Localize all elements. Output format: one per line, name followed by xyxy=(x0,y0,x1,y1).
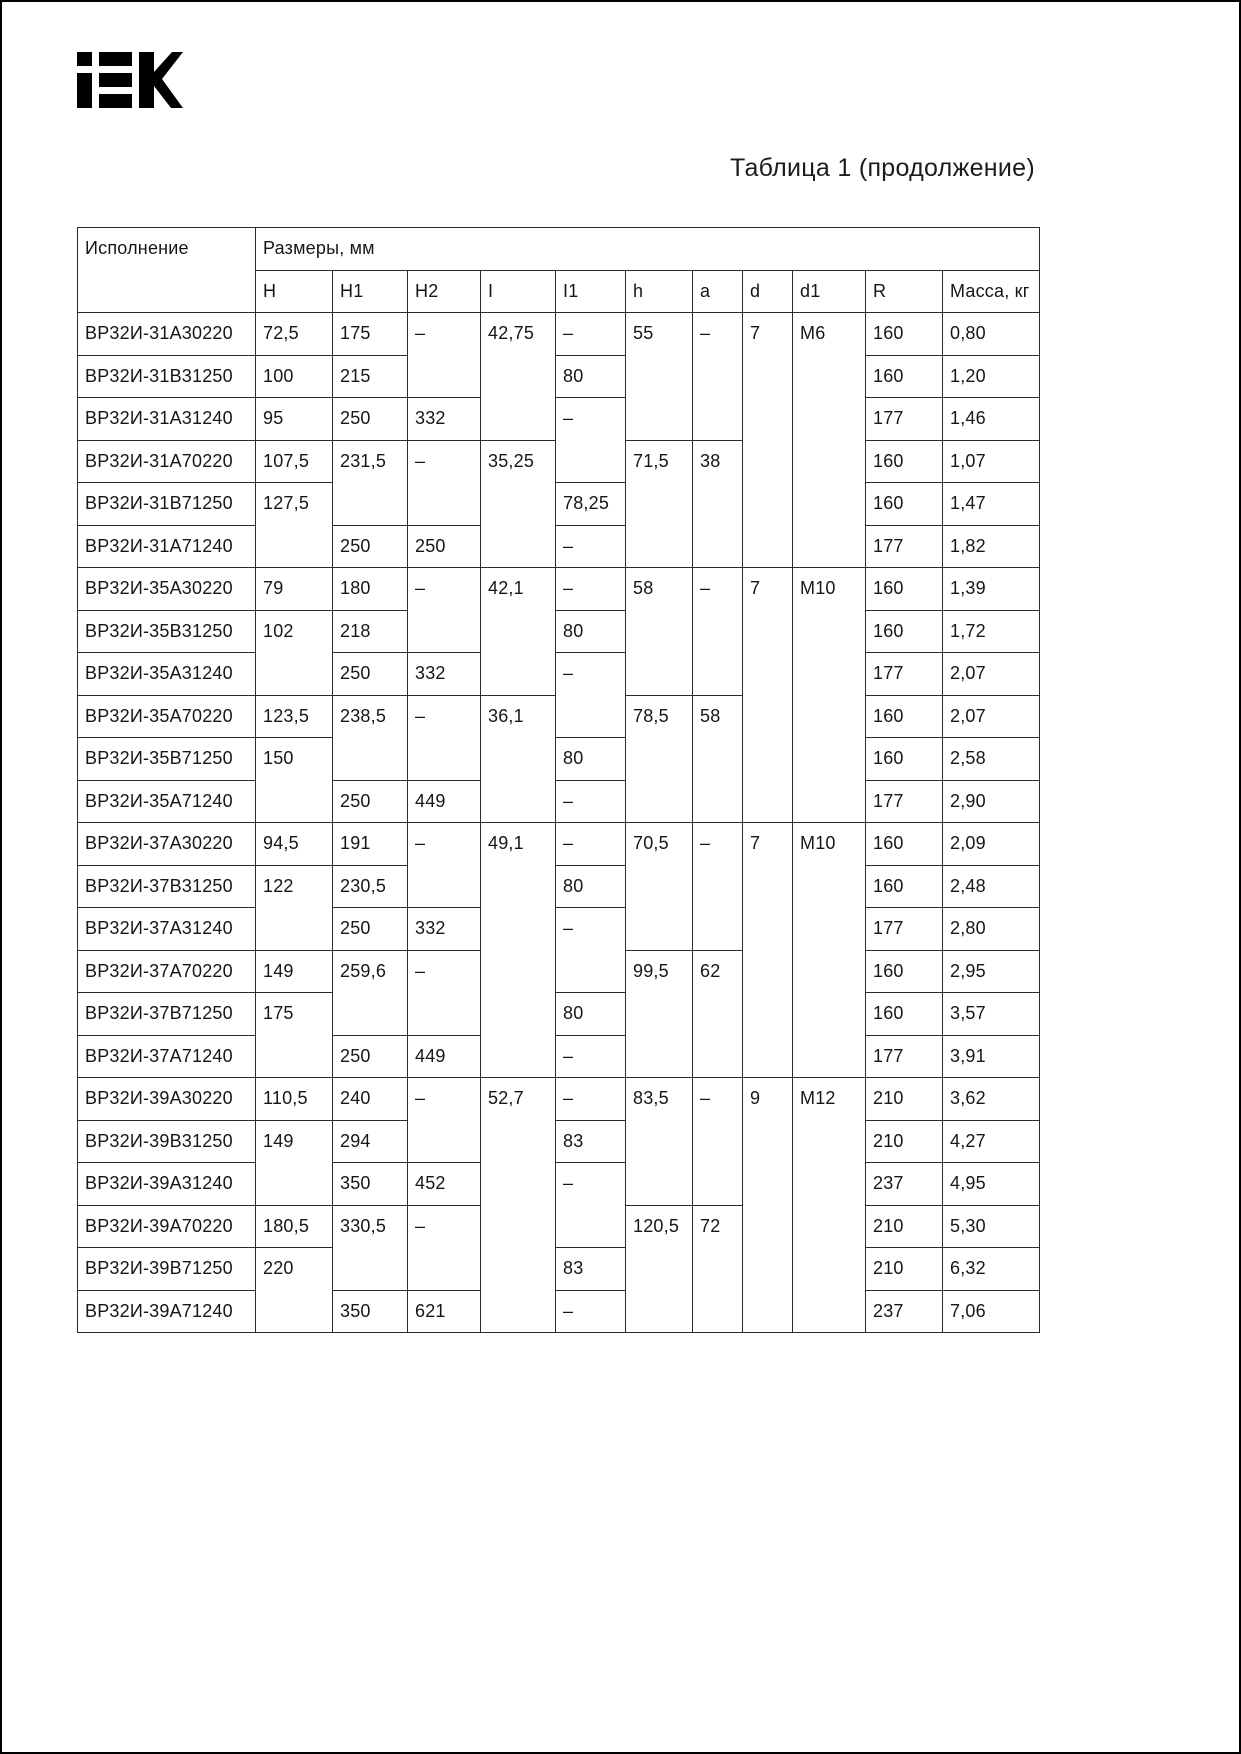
cell-H1: 238,5 xyxy=(333,695,408,780)
cell-H2: – xyxy=(408,823,481,908)
header-razmery: Размеры, мм xyxy=(256,228,1040,271)
cell-I: 49,1 xyxy=(481,823,556,1078)
cell-H: 107,5 xyxy=(256,440,333,483)
cell-I1: 83 xyxy=(556,1248,626,1291)
table-row xyxy=(78,823,1040,866)
cell-I: 52,7 xyxy=(481,1078,556,1333)
cell-d1: M10 xyxy=(793,823,866,1078)
cell-d: 7 xyxy=(743,823,793,1078)
cell-H: 95 xyxy=(256,398,333,441)
cell-R: 160 xyxy=(866,865,943,908)
table-row xyxy=(78,525,1040,568)
cell-H2: – xyxy=(408,568,481,653)
cell-model: ВР32И-31А31240 xyxy=(78,398,256,441)
cell-R: 160 xyxy=(866,568,943,611)
cell-R: 177 xyxy=(866,398,943,441)
cell-R: 160 xyxy=(866,738,943,781)
cell-h: 70,5 xyxy=(626,823,693,951)
cell-mass: 6,32 xyxy=(943,1248,1040,1291)
table-row xyxy=(78,355,1040,398)
cell-h: 71,5 xyxy=(626,440,693,568)
cell-I1: – xyxy=(556,780,626,823)
cell-mass: 1,72 xyxy=(943,610,1040,653)
cell-H: 100 xyxy=(256,355,333,398)
cell-H: 102 xyxy=(256,610,333,695)
table-row xyxy=(78,610,1040,653)
cell-a: 38 xyxy=(693,440,743,568)
cell-H: 149 xyxy=(256,950,333,993)
header-I: I xyxy=(481,270,556,313)
cell-a: – xyxy=(693,823,743,951)
cell-d: 9 xyxy=(743,1078,793,1333)
cell-model: ВР32И-35А31240 xyxy=(78,653,256,696)
cell-H2: – xyxy=(408,313,481,398)
table-row xyxy=(78,738,1040,781)
cell-H2: – xyxy=(408,950,481,1035)
cell-I1: – xyxy=(556,525,626,568)
cell-mass: 0,80 xyxy=(943,313,1040,356)
cell-h: 58 xyxy=(626,568,693,696)
cell-mass: 3,62 xyxy=(943,1078,1040,1121)
cell-H2: 332 xyxy=(408,653,481,696)
cell-model: ВР32И-35В71250 xyxy=(78,738,256,781)
cell-H: 94,5 xyxy=(256,823,333,866)
cell-H1: 215 xyxy=(333,355,408,398)
cell-H: 123,5 xyxy=(256,695,333,738)
cell-H: 110,5 xyxy=(256,1078,333,1121)
cell-I1: 80 xyxy=(556,738,626,781)
cell-mass: 1,82 xyxy=(943,525,1040,568)
header-ispolnenie: Исполнение xyxy=(78,228,256,313)
cell-R: 160 xyxy=(866,950,943,993)
cell-mass: 2,07 xyxy=(943,695,1040,738)
cell-H2: – xyxy=(408,1078,481,1163)
cell-model: ВР32И-31А70220 xyxy=(78,440,256,483)
iek-logo xyxy=(77,52,183,108)
cell-H1: 259,6 xyxy=(333,950,408,1035)
header-R: R xyxy=(866,270,943,313)
cell-R: 177 xyxy=(866,1035,943,1078)
cell-mass: 4,27 xyxy=(943,1120,1040,1163)
table-row xyxy=(78,865,1040,908)
cell-model: ВР32И-37В71250 xyxy=(78,993,256,1036)
cell-R: 210 xyxy=(866,1205,943,1248)
cell-h: 78,5 xyxy=(626,695,693,823)
cell-H1: 240 xyxy=(333,1078,408,1121)
cell-R: 177 xyxy=(866,653,943,696)
cell-R: 177 xyxy=(866,908,943,951)
cell-a: – xyxy=(693,568,743,696)
cell-H1: 180 xyxy=(333,568,408,611)
cell-model: ВР32И-35В31250 xyxy=(78,610,256,653)
cell-I1: – xyxy=(556,908,626,993)
cell-H: 72,5 xyxy=(256,313,333,356)
page-title: Таблица 1 (продолжение) xyxy=(730,154,1035,182)
table-row xyxy=(78,568,1040,611)
cell-mass: 5,30 xyxy=(943,1205,1040,1248)
cell-H1: 250 xyxy=(333,780,408,823)
header-a: a xyxy=(693,270,743,313)
cell-H1: 350 xyxy=(333,1163,408,1206)
table-row xyxy=(78,653,1040,696)
cell-mass: 2,80 xyxy=(943,908,1040,951)
cell-H1: 250 xyxy=(333,398,408,441)
table-row xyxy=(78,398,1040,441)
cell-model: ВР32И-35А30220 xyxy=(78,568,256,611)
cell-I: 42,1 xyxy=(481,568,556,696)
cell-H1: 250 xyxy=(333,908,408,951)
cell-I1: – xyxy=(556,398,626,483)
cell-model: ВР32И-31В71250 xyxy=(78,483,256,526)
cell-H: 180,5 xyxy=(256,1205,333,1248)
cell-I1: 78,25 xyxy=(556,483,626,526)
table-row xyxy=(78,313,1040,356)
table-row xyxy=(78,483,1040,526)
cell-model: ВР32И-37А30220 xyxy=(78,823,256,866)
cell-I: 35,25 xyxy=(481,440,556,568)
cell-d1: M6 xyxy=(793,313,866,568)
iek-logo-graphic xyxy=(77,52,183,108)
cell-model: ВР32И-39А71240 xyxy=(78,1290,256,1333)
cell-H2: 621 xyxy=(408,1290,481,1333)
cell-H1: 250 xyxy=(333,653,408,696)
cell-R: 160 xyxy=(866,610,943,653)
cell-H: 79 xyxy=(256,568,333,611)
cell-mass: 1,07 xyxy=(943,440,1040,483)
header-h: h xyxy=(626,270,693,313)
table-row xyxy=(78,1248,1040,1291)
cell-d: 7 xyxy=(743,313,793,568)
cell-model: ВР32И-35А70220 xyxy=(78,695,256,738)
cell-I1: – xyxy=(556,1290,626,1333)
cell-mass: 4,95 xyxy=(943,1163,1040,1206)
cell-model: ВР32И-37А71240 xyxy=(78,1035,256,1078)
cell-H1: 230,5 xyxy=(333,865,408,908)
cell-I1: – xyxy=(556,653,626,738)
cell-H1: 294 xyxy=(333,1120,408,1163)
cell-model: ВР32И-39А30220 xyxy=(78,1078,256,1121)
cell-h: 55 xyxy=(626,313,693,441)
cell-R: 237 xyxy=(866,1290,943,1333)
cell-a: – xyxy=(693,1078,743,1206)
cell-I1: – xyxy=(556,1078,626,1121)
cell-I: 42,75 xyxy=(481,313,556,441)
cell-mass: 1,46 xyxy=(943,398,1040,441)
cell-R: 160 xyxy=(866,823,943,866)
cell-model: ВР32И-39А70220 xyxy=(78,1205,256,1248)
cell-H1: 231,5 xyxy=(333,440,408,525)
header-H1: H1 xyxy=(333,270,408,313)
cell-mass: 3,91 xyxy=(943,1035,1040,1078)
cell-I1: 80 xyxy=(556,610,626,653)
dimensions-table-wrap xyxy=(77,227,1040,1333)
cell-H1: 191 xyxy=(333,823,408,866)
cell-a: – xyxy=(693,313,743,441)
cell-H2: 452 xyxy=(408,1163,481,1206)
cell-H2: – xyxy=(408,1205,481,1290)
cell-R: 160 xyxy=(866,695,943,738)
cell-R: 210 xyxy=(866,1120,943,1163)
table-row xyxy=(78,1078,1040,1121)
cell-model: ВР32И-37А31240 xyxy=(78,908,256,951)
cell-I: 36,1 xyxy=(481,695,556,823)
cell-model: ВР32И-39В71250 xyxy=(78,1248,256,1291)
cell-a: 62 xyxy=(693,950,743,1078)
table-row xyxy=(78,1120,1040,1163)
cell-H2: – xyxy=(408,695,481,780)
cell-mass: 2,48 xyxy=(943,865,1040,908)
cell-mass: 7,06 xyxy=(943,1290,1040,1333)
cell-I1: 80 xyxy=(556,355,626,398)
cell-model: ВР32И-39А31240 xyxy=(78,1163,256,1206)
cell-H1: 350 xyxy=(333,1290,408,1333)
cell-mass: 1,47 xyxy=(943,483,1040,526)
cell-h: 83,5 xyxy=(626,1078,693,1206)
cell-mass: 1,39 xyxy=(943,568,1040,611)
cell-I1: – xyxy=(556,313,626,356)
cell-H1: 250 xyxy=(333,525,408,568)
cell-mass: 2,95 xyxy=(943,950,1040,993)
table-row xyxy=(78,780,1040,823)
cell-H2: – xyxy=(408,440,481,525)
header-d: d xyxy=(743,270,793,313)
cell-R: 210 xyxy=(866,1078,943,1121)
table-row xyxy=(78,993,1040,1036)
header-H: H xyxy=(256,270,333,313)
cell-H: 150 xyxy=(256,738,333,823)
cell-model: ВР32И-37А70220 xyxy=(78,950,256,993)
cell-R: 177 xyxy=(866,525,943,568)
cell-d1: M12 xyxy=(793,1078,866,1333)
table-row xyxy=(78,1290,1040,1333)
cell-model: ВР32И-37В31250 xyxy=(78,865,256,908)
cell-I1: – xyxy=(556,1035,626,1078)
table-row xyxy=(78,1035,1040,1078)
cell-I1: 80 xyxy=(556,865,626,908)
header-H2: H2 xyxy=(408,270,481,313)
table-row xyxy=(78,1163,1040,1206)
header-I1: I1 xyxy=(556,270,626,313)
cell-H1: 250 xyxy=(333,1035,408,1078)
cell-mass: 2,07 xyxy=(943,653,1040,696)
cell-R: 177 xyxy=(866,780,943,823)
dimensions-table xyxy=(77,227,1040,1333)
cell-H2: 449 xyxy=(408,1035,481,1078)
cell-H: 220 xyxy=(256,1248,333,1333)
cell-a: 72 xyxy=(693,1205,743,1333)
cell-h: 120,5 xyxy=(626,1205,693,1333)
cell-mass: 1,20 xyxy=(943,355,1040,398)
cell-I1: – xyxy=(556,1163,626,1248)
cell-mass: 3,57 xyxy=(943,993,1040,1036)
cell-H2: 250 xyxy=(408,525,481,568)
cell-R: 237 xyxy=(866,1163,943,1206)
cell-H2: 332 xyxy=(408,398,481,441)
cell-model: ВР32И-31А30220 xyxy=(78,313,256,356)
cell-H1: 218 xyxy=(333,610,408,653)
cell-H: 127,5 xyxy=(256,483,333,568)
cell-R: 160 xyxy=(866,355,943,398)
cell-a: 58 xyxy=(693,695,743,823)
cell-d1: M10 xyxy=(793,568,866,823)
cell-I1: – xyxy=(556,568,626,611)
cell-mass: 2,09 xyxy=(943,823,1040,866)
cell-H2: 449 xyxy=(408,780,481,823)
cell-H1: 330,5 xyxy=(333,1205,408,1290)
header-row-1 xyxy=(78,228,1040,271)
cell-I1: – xyxy=(556,823,626,866)
header-mass: Масса, кг xyxy=(943,270,1040,313)
cell-R: 160 xyxy=(866,440,943,483)
cell-model: ВР32И-35А71240 xyxy=(78,780,256,823)
cell-d: 7 xyxy=(743,568,793,823)
cell-R: 160 xyxy=(866,313,943,356)
cell-mass: 2,90 xyxy=(943,780,1040,823)
cell-mass: 2,58 xyxy=(943,738,1040,781)
cell-model: ВР32И-39В31250 xyxy=(78,1120,256,1163)
cell-h: 99,5 xyxy=(626,950,693,1078)
cell-I1: 80 xyxy=(556,993,626,1036)
header-d1: d1 xyxy=(793,270,866,313)
cell-H1: 175 xyxy=(333,313,408,356)
cell-model: ВР32И-31А71240 xyxy=(78,525,256,568)
cell-R: 160 xyxy=(866,993,943,1036)
cell-H: 175 xyxy=(256,993,333,1078)
cell-R: 210 xyxy=(866,1248,943,1291)
table-row xyxy=(78,908,1040,951)
cell-I1: 83 xyxy=(556,1120,626,1163)
cell-H: 149 xyxy=(256,1120,333,1205)
cell-H: 122 xyxy=(256,865,333,950)
cell-R: 160 xyxy=(866,483,943,526)
cell-model: ВР32И-31В31250 xyxy=(78,355,256,398)
cell-H2: 332 xyxy=(408,908,481,951)
